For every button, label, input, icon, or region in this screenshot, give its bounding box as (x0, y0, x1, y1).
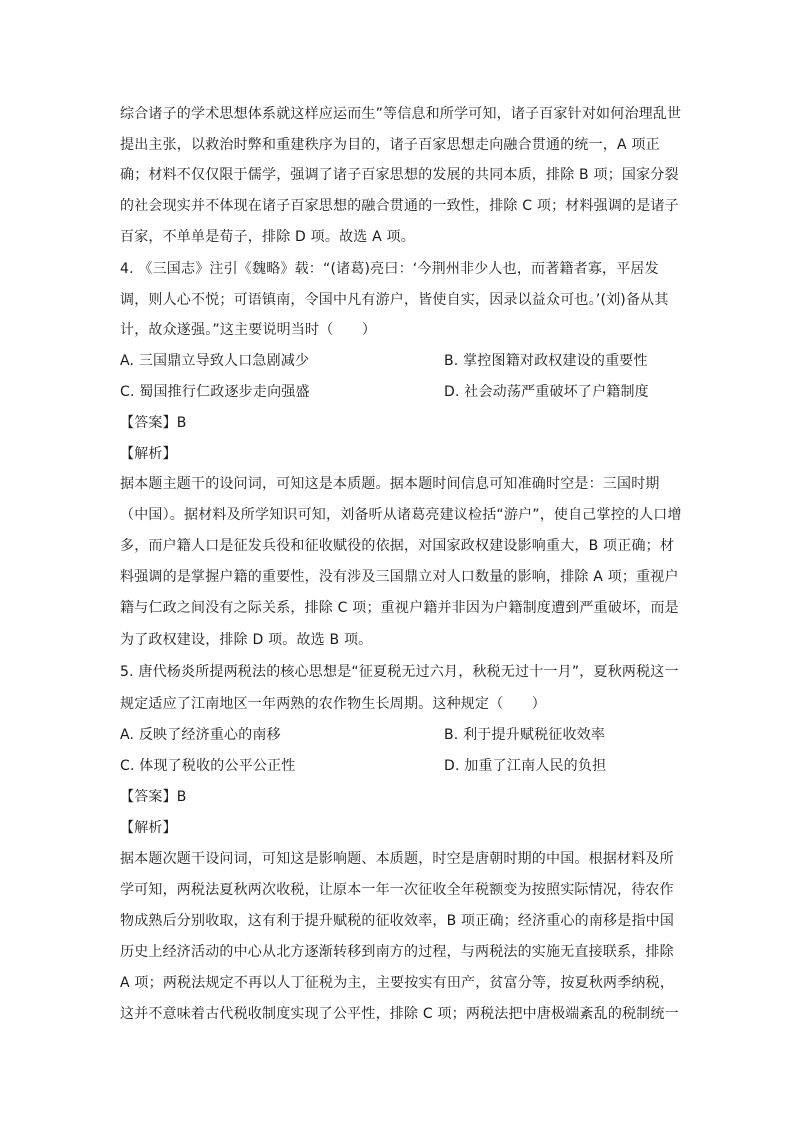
q3-analysis-line-4: 的社会现实并不体现在诸子百家思想的融合贯通的一致性，排除 C 项；材料强调的是诸子 (120, 198, 679, 214)
q5-analysis-label: 【解析】 (120, 820, 177, 836)
q4-analysis-line-6: 为了政权建设，排除 D 项。故选 B 项。 (120, 632, 373, 648)
q3-analysis-line-1: 综合诸子的学术思想体系就这样应运而生”等信息和所学可知，诸子百家针对如何治理乱世 (120, 106, 682, 122)
q5-analysis-line-5: A 项；两税法规定不再以人丁征税为主，主要按实有田产，贫富分等，按夏秋两季纳税， (120, 975, 675, 991)
q5-option-a: A. 反映了经济重心的南移 (120, 727, 281, 743)
q4-analysis-line-2: （中国）。据材料及所学知识可知，刘备听从诸葛亮建议检括“游户”，使自己掌控的人口增 (120, 507, 682, 523)
q3-analysis-line-2: 提出主张，以救治时弊和重建秩序为目的，诸子百家思想走向融合贯通的统一，A 项正 (120, 137, 660, 153)
q4-analysis-line-5: 籍与仁政之间没有之际关系，排除 C 项；重视户籍并非因为户籍制度遭到严重破坏，而是 (120, 600, 679, 616)
q4-analysis-label: 【解析】 (120, 446, 177, 462)
q4-stem-line-3: 计，故众遂强。”这主要说明当时（ ） (120, 322, 377, 338)
q5-answer: 【答案】B (120, 789, 187, 805)
q5-option-b: B. 利于提升赋税征收效率 (444, 727, 606, 743)
q5-analysis-line-6: 这并不意味着古代税收制度实现了公平性，排除 C 项；两税法把中唐极端紊乱的税制统一 (120, 1006, 679, 1022)
q5-analysis-line-4: 历史上经济活动的中心从北方逐渐转移到南方的过程，与两税法的实施无直接联系，排除 (120, 944, 674, 960)
q4-stem-line-1: 4. 《三国志》注引《魏略》载：“(诸葛)亮曰：‘今荆州非少人也，而著籍者寡，平居发 (120, 261, 659, 277)
q5-stem-line-1: 5. 唐代杨炎所提两税法的核心思想是“征夏税无过六月，秋税无过十一月”，夏秋两税这一 (120, 664, 679, 680)
q5-analysis-line-2: 学可知，两税法夏秋两次收税，让原本一年一次征收全年税额变为按照实际情况，待农作 (120, 882, 674, 898)
q5-option-d: D. 加重了江南人民的负担 (444, 758, 607, 774)
q5-analysis-line-1: 据本题次题干设问词，可知这是影响题、本质题，时空是唐朝时期的中国。根据材料及所 (120, 851, 674, 867)
q4-analysis-line-1: 据本题主题干的设问词，可知这是本质题。据本题时间信息可知准确时空是：三国时期 (120, 476, 660, 492)
q4-option-a: A. 三国鼎立导致人口急剧减少 (120, 353, 310, 369)
q4-option-d: D. 社会动荡严重破坏了户籍制度 (444, 384, 649, 400)
q5-stem-line-2: 规定适应了江南地区一年两熟的农作物生长周期。这种规定（ ） (120, 696, 546, 712)
q4-analysis-line-3: 多，而户籍人口是征发兵役和征收赋役的依据，对国家政权建设影响重大，B 项正确；材 (120, 538, 675, 554)
q3-analysis-line-3: 确；材料不仅仅限于儒学，强调了诸子百家思想的发展的共同本质，排除 B 项；国家分裂 (120, 167, 679, 183)
q4-stem-line-2: 调，则人心不悦；可语镇南，令国中凡有游户，皆使自实，因录以益众可也。’(刘)备从其 (120, 292, 669, 308)
q4-answer: 【答案】B (120, 415, 187, 431)
q4-option-c: C. 蜀国推行仁政逐步走向强盛 (120, 384, 310, 400)
q5-option-c: C. 体现了税收的公平公正性 (120, 758, 296, 774)
q4-analysis-line-4: 料强调的是掌握户籍的重要性，没有涉及三国鼎立对人口数量的影响，排除 A 项；重视户 (120, 569, 679, 585)
q5-analysis-line-3: 物成熟后分别收取，这有利于提升赋税的征收效率，B 项正确；经济重心的南移是指中国 (120, 913, 675, 929)
q3-analysis-line-5: 百家，不单单是荀子，排除 D 项。故选 A 项。 (120, 229, 415, 245)
q4-option-b: B. 掌控图籍对政权建设的重要性 (444, 353, 648, 369)
